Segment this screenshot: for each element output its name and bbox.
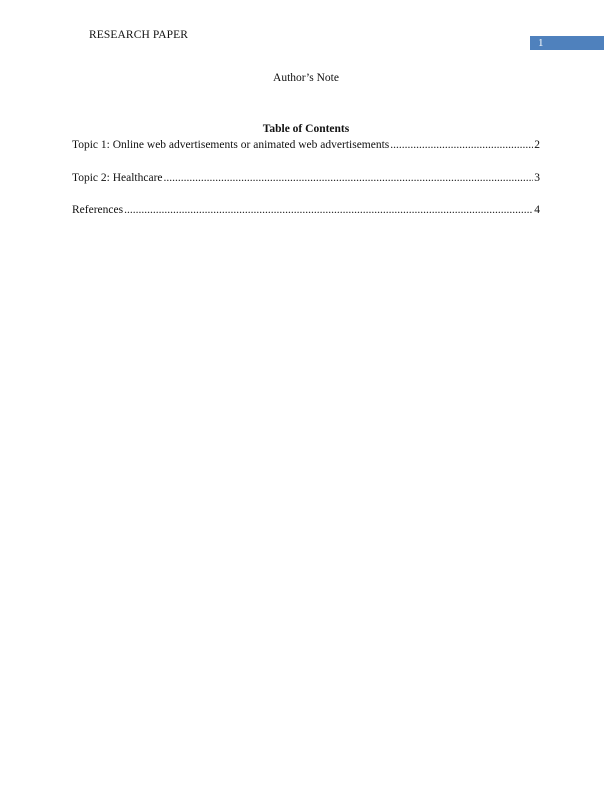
toc-entry-references[interactable] <box>72 204 540 219</box>
toc-entry-topic-1[interactable] <box>72 139 540 154</box>
toc-dot-leader <box>124 204 533 216</box>
page-number: 1 <box>538 37 544 49</box>
toc-entry-page: 4 <box>534 204 540 216</box>
toc-entry-text: References <box>72 204 124 216</box>
toc-entry-page: 2 <box>534 139 540 151</box>
toc-entry-text: Topic 2: Healthcare <box>72 172 163 184</box>
page-number-badge <box>530 36 604 50</box>
running-head: RESEARCH PAPER <box>89 29 189 41</box>
toc-entry-page: 3 <box>534 172 540 184</box>
toc-entry-topic-2[interactable] <box>72 172 540 187</box>
toc-entry-text: Topic 1: Online web advertisements or animated web advertisements <box>72 139 390 151</box>
toc-title: Table of Contents <box>262 123 350 135</box>
toc-dot-leader <box>164 172 534 184</box>
toc-dot-leader <box>390 139 533 151</box>
authors-note-heading: Author’s Note <box>273 72 339 84</box>
